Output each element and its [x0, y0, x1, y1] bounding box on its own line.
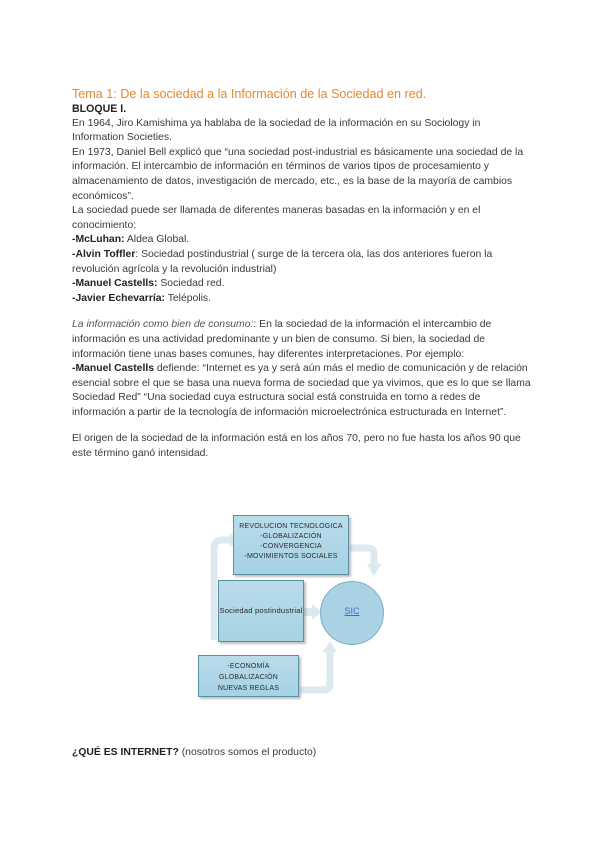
list-item-echevarria — [72, 292, 532, 307]
internet-heading — [72, 747, 316, 758]
box-line: -ECONOMÍA — [227, 663, 270, 670]
consumo-label: La información como bien de consumo: — [72, 319, 254, 331]
box-revolucion-tecnologica — [233, 515, 349, 575]
author-text: Telépolis. — [165, 292, 212, 304]
author-text: Sociedad red. — [157, 278, 225, 290]
box-line: GLOBALIZACIÓN — [218, 674, 278, 681]
author-name: -Manuel Castells — [72, 363, 154, 375]
box-line: -CONVERGENCIA — [260, 543, 322, 550]
list-item-mcluhan — [72, 233, 532, 248]
box-line: -GLOBALIZACIÓN — [260, 533, 322, 540]
box-economia — [198, 655, 299, 697]
paragraph-consumo — [72, 318, 532, 362]
box-line: REVOLUCION TECNOLOGICA — [239, 523, 343, 530]
quote-text: defiende: “Internet es ya y será aún más el medio de comunicación y de relación esencial sobre el que se basa una nueva forma de sociedad que ya vivimos, que es lo que se llama Sociedad Red” “Una sociedad cuya estructura social está construida en torno a redes de información a partir de la tecnología de información microelectrónica estructurada en Internet”. — [72, 363, 531, 418]
author-name: -McLuhan: — [72, 234, 125, 246]
box-sociedad-postindustrial — [218, 580, 304, 642]
internet-question: ¿QUÉ ES INTERNET? — [72, 747, 179, 758]
paragraph-kamishima: En 1964, Jiro Kamishima ya hablaba de la sociedad de la información en su Sociology in Information Societies. — [72, 117, 481, 144]
section-heading: BLOQUE I. — [72, 103, 127, 115]
box-label: Sociedad postindustrial — [219, 606, 303, 615]
box-line: NUEVAS REGLAS — [217, 685, 280, 692]
consumo-text: : En la sociedad de la información el intercambio de información es una actividad predominante y un bien de consumo. Si bien, la sociedad de información tiene unas bases comunes, hay diferentes interpretaciones. Por ejemplo: — [72, 319, 492, 360]
sic-circle[interactable] — [320, 581, 384, 645]
page-title: Tema 1: De la sociedad a la Información de la Sociedad en red. — [72, 87, 427, 101]
arrow-bottom-up — [300, 650, 330, 690]
sic-link: SIC — [344, 606, 360, 616]
author-name: -Javier Echevarría: — [72, 292, 165, 304]
author-text: : Sociedad postindustrial ( surge de la tercera ola, las dos anteriores fueron la revolución agrícola y la revolución industrial) — [72, 248, 493, 275]
author-text: Aldea Global. — [124, 234, 190, 246]
document-body — [72, 86, 532, 462]
arrow-head — [367, 564, 381, 576]
paragraph-bell: En 1973, Daniel Bell explicó que “una sociedad post-industrial es básicamente una sociedad de la información. El intercambio de información en términos de varios tipos de procesamiento y almacenamiento de datos, investigación de mercado, etc., es la base de la mayoría de cambios económicos”. — [72, 146, 524, 202]
paragraph-origen: El origen de la sociedad de la información está en los años 70, pero no fue hasta los años 90 que este término ganó intensidad. — [72, 433, 521, 460]
internet-note: (nosotros somos el producto) — [178, 747, 317, 758]
paragraph-castells-quote — [72, 362, 532, 420]
author-name: -Manuel Castells: — [72, 278, 158, 290]
author-name: -Alvin Toffler — [72, 248, 136, 260]
paragraph-sociedad: La sociedad puede ser llamada de diferentes maneras basadas en la información y en el conocimiento: — [72, 205, 481, 231]
arrow-head — [323, 641, 337, 652]
list-item-toffler — [72, 248, 532, 277]
box-line: -MOVIMIENTOS SOCIALES — [244, 553, 338, 560]
list-item-castells — [72, 277, 532, 292]
arrow-top-right — [350, 548, 374, 566]
